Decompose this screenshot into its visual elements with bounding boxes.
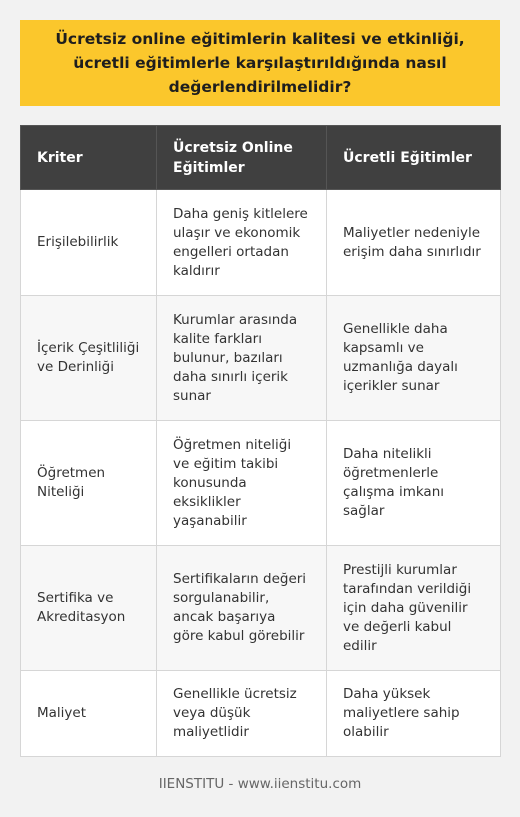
table-cell-paid: Daha nitelikli öğretmenlerle çalışma imkanı sağlar (327, 421, 501, 546)
table-cell-criterion: Öğretmen Niteliği (21, 421, 157, 546)
column-header-paid: Ücretli Eğitimler (327, 126, 501, 190)
table-row (21, 546, 501, 671)
column-header-criterion: Kriter (21, 126, 157, 190)
table-cell-criterion: Maliyet (21, 671, 157, 757)
table-header-row (21, 126, 501, 190)
table-cell-paid: Genellikle daha kapsamlı ve uzmanlığa dayalı içerikler sunar (327, 296, 501, 421)
table-cell-criterion: Erişilebilirlik (21, 190, 157, 296)
footer-credit: IIENSTITU - www.iienstitu.com (158, 776, 362, 792)
table-row (21, 671, 501, 757)
table-cell-free: Öğretmen niteliği ve eğitim takibi konusunda eksiklikler yaşanabilir (157, 421, 327, 546)
page-title: Ücretsiz online eğitimlerin kalitesi ve etkinliği, ücretli eğitimlerle karşılaştırıldığında nasıl değerlendirilmelidir? (55, 30, 465, 96)
table-row (21, 421, 501, 546)
table-cell-paid: Daha yüksek maliyetlere sahip olabilir (327, 671, 501, 757)
table-cell-free: Sertifikaların değeri sorgulanabilir, ancak başarıya göre kabul görebilir (157, 546, 327, 671)
title-banner (20, 20, 500, 106)
table-cell-paid: Maliyetler nedeniyle erişim daha sınırlıdır (327, 190, 501, 296)
table-cell-criterion: İçerik Çeşitliliği ve Derinliği (21, 296, 157, 421)
column-header-free-online: Ücretsiz Online Eğitimler (157, 126, 327, 190)
table-cell-free: Kurumlar arasında kalite farkları bulunur, bazıları daha sınırlı içerik sunar (157, 296, 327, 421)
table-cell-free: Daha geniş kitlelere ulaşır ve ekonomik engelleri ortadan kaldırır (157, 190, 327, 296)
comparison-table (20, 125, 501, 757)
table-cell-paid: Prestijli kurumlar tarafından verildiği için daha güvenilir ve değerli kabul edilir (327, 546, 501, 671)
table-cell-criterion: Sertifika ve Akreditasyon (21, 546, 157, 671)
table-cell-free: Genellikle ücretsiz veya düşük maliyetlidir (157, 671, 327, 757)
table-row (21, 190, 501, 296)
table-row (21, 296, 501, 421)
